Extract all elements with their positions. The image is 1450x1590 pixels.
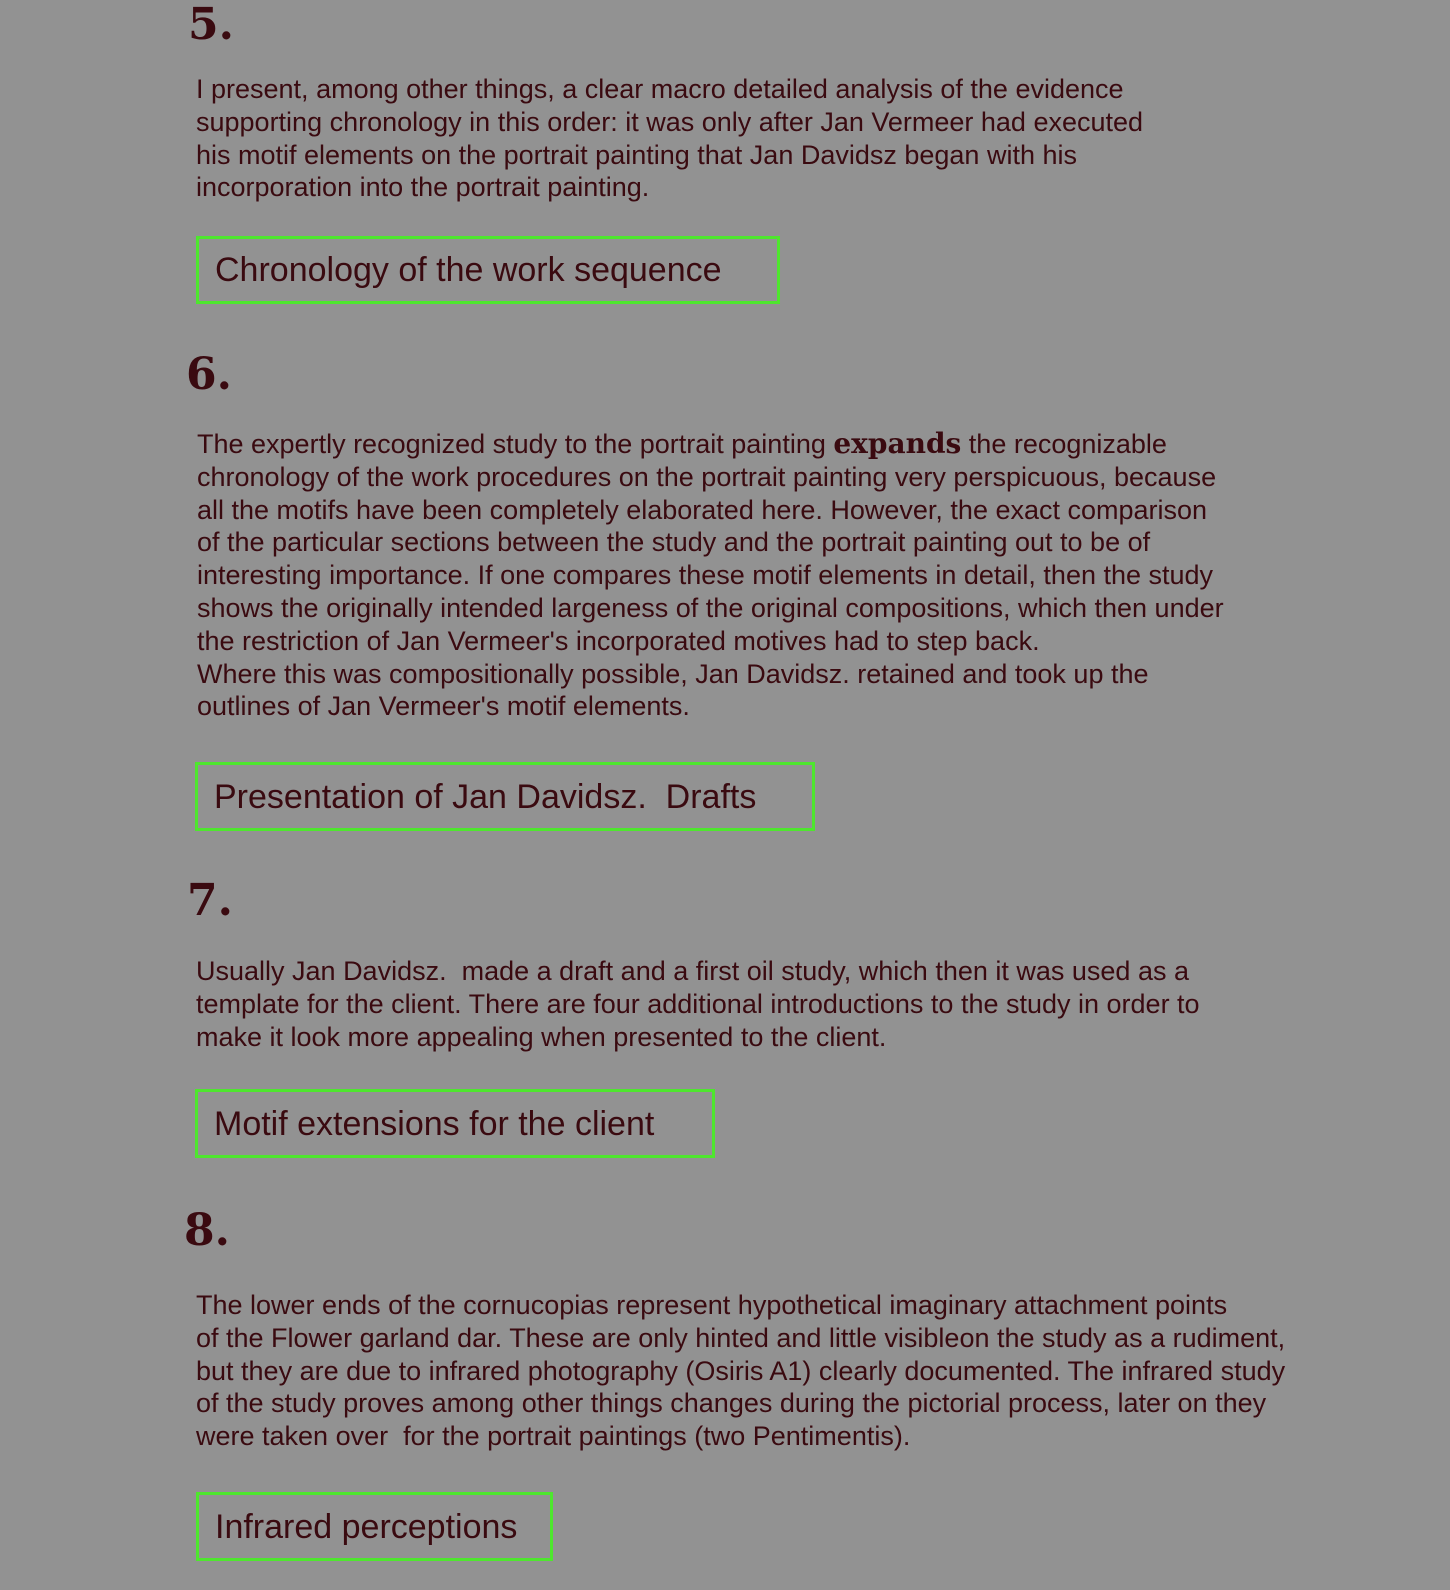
paragraph-line <box>197 428 1224 461</box>
section-number-8: 8. <box>184 1205 230 1256</box>
paragraph-line: Where this was compositionally possible, Jan Davidsz. retained and took up the <box>197 658 1149 689</box>
paragraph-line: The lower ends of the cornucopias represent hypothetical imaginary attachment points <box>196 1290 1228 1320</box>
paragraph-line: all the motifs have been completely elaborated here. However, the exact comparison <box>197 494 1208 525</box>
paragraph-line: his motif elements on the portrait painting that Jan Davidsz began with his <box>196 139 1077 170</box>
paragraph-line: were taken over for the portrait paintings (two Pentimentis). <box>196 1421 911 1452</box>
paragraph-line: incorporation into the portrait painting. <box>196 172 650 203</box>
paragraph-line: but they are due to infrared photography (Osiris A1) clearly documented. The infrared study <box>196 1355 1286 1386</box>
emphasis-word: expands <box>833 427 962 460</box>
section-6-paragraph <box>197 428 1224 723</box>
paragraph-line: interesting importance. If one compares these motif elements in detail, then the study <box>197 560 1214 591</box>
section-number-6: 6. <box>186 349 232 400</box>
paragraph-line: supporting chronology in this order: it was only after Jan Vermeer had executed <box>196 106 1144 137</box>
link-label: Infrared perceptions <box>215 1507 518 1546</box>
paragraph-line: of the study proves among other things changes during the pictorial process, later on they <box>196 1388 1267 1419</box>
infrared-link-button[interactable] <box>196 1492 553 1561</box>
paragraph-line: shows the originally intended largeness of the original compositions, which then under <box>197 592 1224 623</box>
link-label: Presentation of Jan Davidsz. Drafts <box>214 777 757 816</box>
paragraph-line: make it look more appealing when presented to the client. <box>196 1021 887 1052</box>
paragraph-line: outlines of Jan Vermeer's motif elements. <box>197 691 690 722</box>
chronology-link-button[interactable] <box>196 236 780 304</box>
paragraph-line: chronology of the work procedures on the portrait painting very perspicuous, because <box>197 461 1217 492</box>
section-7-paragraph <box>196 955 1200 1053</box>
paragraph-line: the restriction of Jan Vermeer's incorporated motives had to step back. <box>197 625 1040 656</box>
paragraph-line: template for the client. There are four additional introductions to the study in order to <box>196 988 1200 1019</box>
section-number-5: 5. <box>188 0 234 50</box>
section-5-paragraph <box>196 73 1143 204</box>
paragraph-line: Usually Jan Davidsz. made a draft and a first oil study, which then it was used as a <box>196 956 1189 986</box>
motif-extensions-link-button[interactable] <box>195 1089 715 1158</box>
link-label: Motif extensions for the client <box>214 1104 655 1143</box>
section-number-7: 7. <box>187 875 233 926</box>
paragraph-line: of the particular sections between the study and the portrait painting out to be of <box>197 527 1151 558</box>
paragraph-line: I present, among other things, a clear macro detailed analysis of the evidence <box>196 74 1124 104</box>
paragraph-text: the recognizable <box>961 429 1167 459</box>
link-label: Chronology of the work sequence <box>215 251 722 289</box>
drafts-link-button[interactable] <box>195 762 815 831</box>
section-8-paragraph <box>196 1289 1285 1453</box>
paragraph-text: The expertly recognized study to the portrait painting <box>197 429 834 459</box>
paragraph-line: of the Flower garland dar. These are only hinted and little visibleon the study as a rudiment, <box>196 1322 1286 1353</box>
